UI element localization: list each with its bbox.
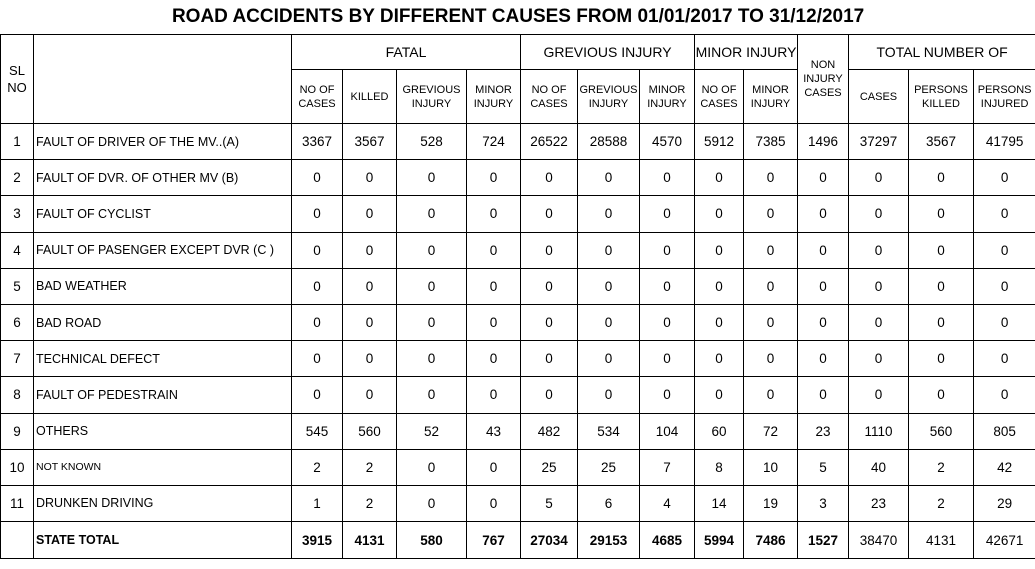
total-value: 3915 <box>292 522 343 559</box>
subheader-cell <box>397 70 467 124</box>
subheader-cell <box>640 70 695 124</box>
table-row <box>1 485 1035 521</box>
row-value: 0 <box>397 196 467 232</box>
row-value: 0 <box>695 304 744 340</box>
row-value: 37297 <box>849 124 909 160</box>
row-value: 0 <box>909 304 974 340</box>
row-value: 0 <box>521 232 578 268</box>
row-value: 0 <box>397 341 467 377</box>
row-value: 0 <box>397 449 467 485</box>
row-value: 0 <box>798 232 849 268</box>
total-value: 767 <box>467 522 521 559</box>
table-row <box>1 377 1035 413</box>
row-value: 0 <box>292 268 343 304</box>
row-value: 0 <box>849 196 909 232</box>
subheader-cell <box>292 70 343 124</box>
row-value: 7 <box>640 449 695 485</box>
row-value: 3567 <box>909 124 974 160</box>
subheader-cell <box>695 70 744 124</box>
group-non-injury <box>798 35 849 124</box>
subheader-text: NO OF <box>531 83 567 96</box>
row-value: 0 <box>397 268 467 304</box>
row-value: 0 <box>695 341 744 377</box>
row-value: 0 <box>849 232 909 268</box>
row-value: 0 <box>521 268 578 304</box>
subheader-text: NO OF <box>299 83 335 96</box>
subheader-text: INJURY <box>473 97 514 110</box>
row-value: 14 <box>695 485 744 521</box>
row-cause: TECHNICAL DEFECT <box>34 341 292 377</box>
row-value: 0 <box>909 341 974 377</box>
row-value: 43 <box>467 413 521 449</box>
row-value: 0 <box>849 304 909 340</box>
total-value: 4685 <box>640 522 695 559</box>
row-value: 0 <box>974 160 1035 196</box>
subheader-cell <box>467 70 521 124</box>
row-value: 1 <box>292 485 343 521</box>
row-value: 41795 <box>974 124 1035 160</box>
row-value: 23 <box>798 413 849 449</box>
row-value: 29 <box>974 485 1035 521</box>
row-value: 0 <box>974 377 1035 413</box>
row-value: 805 <box>974 413 1035 449</box>
row-value: 0 <box>695 160 744 196</box>
row-value: 0 <box>397 485 467 521</box>
row-value: 0 <box>798 160 849 196</box>
row-value: 0 <box>343 377 397 413</box>
row-value: 0 <box>578 341 640 377</box>
row-value: 0 <box>467 485 521 521</box>
row-value: 3567 <box>343 124 397 160</box>
subheader-text: INJURY <box>647 97 687 110</box>
row-value: 0 <box>343 341 397 377</box>
row-value: 52 <box>397 413 467 449</box>
subheader-text: MINOR <box>648 83 686 96</box>
row-value: 23 <box>849 485 909 521</box>
row-slno: 2 <box>1 160 34 196</box>
row-value: 545 <box>292 413 343 449</box>
group-total: TOTAL NUMBER OF <box>849 35 1035 70</box>
row-value: 4 <box>640 485 695 521</box>
row-value: 0 <box>640 268 695 304</box>
row-value: 2 <box>909 485 974 521</box>
row-value: 0 <box>521 341 578 377</box>
total-value: 38470 <box>849 522 909 559</box>
total-value: 42671 <box>974 522 1035 559</box>
row-value: 0 <box>744 160 798 196</box>
row-value: 0 <box>343 160 397 196</box>
row-value: 0 <box>521 196 578 232</box>
subheader-cell <box>343 70 397 124</box>
row-value: 0 <box>292 160 343 196</box>
row-value: 0 <box>909 232 974 268</box>
row-value: 0 <box>578 232 640 268</box>
row-value: 0 <box>909 377 974 413</box>
row-value: 0 <box>849 377 909 413</box>
table-row <box>1 268 1035 304</box>
row-cause: OTHERS <box>34 413 292 449</box>
row-value: 0 <box>640 377 695 413</box>
row-value: 60 <box>695 413 744 449</box>
row-value: 0 <box>974 232 1035 268</box>
group-fatal: FATAL <box>292 35 521 70</box>
subheader-text: INJURY <box>750 97 791 110</box>
subheader-text: PERSONS <box>914 83 968 96</box>
row-value: 10 <box>744 449 798 485</box>
subheader-cell <box>578 70 640 124</box>
row-value: 560 <box>343 413 397 449</box>
row-value: 0 <box>292 232 343 268</box>
subheader-cell <box>974 70 1035 124</box>
row-value: 0 <box>343 268 397 304</box>
row-value: 0 <box>521 304 578 340</box>
row-value: 0 <box>744 196 798 232</box>
row-value: 0 <box>640 232 695 268</box>
total-value: 4131 <box>343 522 397 559</box>
table-title: ROAD ACCIDENTS BY DIFFERENT CAUSES FROM 01/01/2017 TO 31/12/2017 <box>1 0 1035 35</box>
row-value: 0 <box>343 304 397 340</box>
subheader-text: GREVIOUS <box>402 83 461 96</box>
table-row <box>1 160 1035 196</box>
subheader-text: CASES <box>298 97 336 110</box>
row-value: 0 <box>521 160 578 196</box>
row-value: 0 <box>974 304 1035 340</box>
row-value: 19 <box>744 485 798 521</box>
total-slno <box>1 522 34 559</box>
row-value: 0 <box>849 268 909 304</box>
row-value: 0 <box>640 160 695 196</box>
row-value: 560 <box>909 413 974 449</box>
row-value: 0 <box>467 304 521 340</box>
row-value: 0 <box>909 268 974 304</box>
row-cause: BAD ROAD <box>34 304 292 340</box>
cause-header <box>34 35 292 124</box>
table-row <box>1 304 1035 340</box>
row-value: 0 <box>744 268 798 304</box>
subheader-text: INJURED <box>980 97 1029 110</box>
row-slno: 5 <box>1 268 34 304</box>
row-value: 0 <box>974 268 1035 304</box>
row-value: 0 <box>343 232 397 268</box>
row-value: 5 <box>798 449 849 485</box>
non-injury-line1: NON <box>810 59 836 71</box>
table-body <box>1 0 1035 559</box>
slno-header <box>1 35 34 124</box>
subheader-text: INJURY <box>411 97 452 110</box>
row-value: 0 <box>578 304 640 340</box>
row-value: 1110 <box>849 413 909 449</box>
table-row <box>1 449 1035 485</box>
non-injury-line3: CASES <box>804 87 842 99</box>
non-injury-line2: INJURY <box>803 73 843 85</box>
row-value: 28588 <box>578 124 640 160</box>
row-cause: DRUNKEN DRIVING <box>34 485 292 521</box>
row-value: 0 <box>798 268 849 304</box>
subheader-cell <box>849 70 909 124</box>
total-value: 1527 <box>798 522 849 559</box>
row-cause: FAULT OF CYCLIST <box>34 196 292 232</box>
table-row <box>1 124 1035 160</box>
subheader-cell <box>909 70 974 124</box>
row-value: 528 <box>397 124 467 160</box>
row-value: 2 <box>909 449 974 485</box>
subheader-text: CASES <box>859 90 898 103</box>
row-cause: NOT KNOWN <box>34 449 292 485</box>
row-value: 0 <box>292 196 343 232</box>
row-cause: FAULT OF PEDESTRAIN <box>34 377 292 413</box>
row-cause: FAULT OF DVR. OF OTHER MV (B) <box>34 160 292 196</box>
row-slno: 8 <box>1 377 34 413</box>
row-value: 8 <box>695 449 744 485</box>
table-row <box>1 232 1035 268</box>
row-value: 0 <box>521 377 578 413</box>
row-value: 0 <box>798 304 849 340</box>
row-value: 25 <box>578 449 640 485</box>
row-slno: 7 <box>1 341 34 377</box>
total-value: 27034 <box>521 522 578 559</box>
row-slno: 10 <box>1 449 34 485</box>
row-value: 0 <box>467 232 521 268</box>
row-value: 0 <box>640 196 695 232</box>
row-value: 0 <box>467 449 521 485</box>
row-value: 482 <box>521 413 578 449</box>
row-value: 0 <box>909 160 974 196</box>
row-value: 0 <box>744 377 798 413</box>
row-value: 0 <box>292 341 343 377</box>
subheader-text: MINOR <box>475 83 512 96</box>
row-value: 0 <box>578 268 640 304</box>
row-cause: FAULT OF PASENGER EXCEPT DVR (C ) <box>34 232 292 268</box>
row-value: 0 <box>467 160 521 196</box>
subheader-text: INJURY <box>588 97 629 110</box>
slno-header-line2: NO <box>7 80 27 95</box>
row-slno: 4 <box>1 232 34 268</box>
row-value: 0 <box>292 377 343 413</box>
subheader-text: CASES <box>530 97 568 110</box>
total-row <box>1 522 1035 559</box>
row-slno: 3 <box>1 196 34 232</box>
row-value: 72 <box>744 413 798 449</box>
row-value: 0 <box>744 232 798 268</box>
row-value: 0 <box>974 341 1035 377</box>
subheader-text: NO OF <box>701 83 737 96</box>
row-value: 2 <box>343 485 397 521</box>
total-value: 5994 <box>695 522 744 559</box>
row-value: 2 <box>343 449 397 485</box>
row-value: 7385 <box>744 124 798 160</box>
row-value: 0 <box>695 377 744 413</box>
row-value: 3367 <box>292 124 343 160</box>
table-row <box>1 341 1035 377</box>
row-value: 5 <box>521 485 578 521</box>
table-row <box>1 196 1035 232</box>
row-value: 5912 <box>695 124 744 160</box>
subheader-text: CASES <box>700 97 738 110</box>
row-slno: 1 <box>1 124 34 160</box>
group-grevious: GREVIOUS INJURY <box>521 35 695 70</box>
row-value: 0 <box>578 160 640 196</box>
row-value: 4570 <box>640 124 695 160</box>
row-value: 0 <box>695 268 744 304</box>
row-cause: BAD WEATHER <box>34 268 292 304</box>
row-value: 0 <box>467 341 521 377</box>
row-value: 0 <box>343 196 397 232</box>
row-value: 0 <box>397 304 467 340</box>
row-value: 6 <box>578 485 640 521</box>
row-value: 534 <box>578 413 640 449</box>
row-value: 0 <box>695 232 744 268</box>
table-row <box>1 413 1035 449</box>
total-value: 580 <box>397 522 467 559</box>
row-value: 25 <box>521 449 578 485</box>
row-value: 0 <box>744 304 798 340</box>
subheader-cell <box>744 70 798 124</box>
row-value: 0 <box>909 196 974 232</box>
row-value: 0 <box>467 268 521 304</box>
subheader-text: GREVIOUS <box>579 83 638 96</box>
row-value: 0 <box>974 196 1035 232</box>
row-value: 40 <box>849 449 909 485</box>
row-value: 0 <box>744 341 798 377</box>
row-value: 0 <box>798 196 849 232</box>
subheader-text: KILLED <box>922 97 960 110</box>
row-value: 0 <box>695 196 744 232</box>
row-value: 0 <box>849 160 909 196</box>
row-value: 0 <box>798 341 849 377</box>
total-value: 4131 <box>909 522 974 559</box>
row-value: 0 <box>467 196 521 232</box>
subheader-text: PERSONS <box>977 83 1032 96</box>
row-value: 0 <box>467 377 521 413</box>
row-value: 0 <box>397 160 467 196</box>
subheader-cell <box>521 70 578 124</box>
row-cause: FAULT OF DRIVER OF THE MV..(A) <box>34 124 292 160</box>
subheader-text: MINOR <box>752 83 789 96</box>
group-minor: MINOR INJURY <box>695 35 798 70</box>
row-value: 0 <box>578 196 640 232</box>
row-value: 0 <box>798 377 849 413</box>
subheader-text: KILLED <box>350 90 389 103</box>
row-slno: 11 <box>1 485 34 521</box>
total-value: 29153 <box>578 522 640 559</box>
row-value: 0 <box>640 304 695 340</box>
slno-header-line1: SL <box>9 63 25 78</box>
row-value: 0 <box>292 304 343 340</box>
row-slno: 9 <box>1 413 34 449</box>
row-value: 26522 <box>521 124 578 160</box>
total-value: 7486 <box>744 522 798 559</box>
row-value: 104 <box>640 413 695 449</box>
total-label: STATE TOTAL <box>34 522 292 559</box>
row-value: 0 <box>578 377 640 413</box>
row-value: 724 <box>467 124 521 160</box>
row-value: 42 <box>974 449 1035 485</box>
row-value: 3 <box>798 485 849 521</box>
row-value: 0 <box>640 341 695 377</box>
row-value: 1496 <box>798 124 849 160</box>
row-value: 0 <box>849 341 909 377</box>
row-value: 0 <box>397 232 467 268</box>
row-slno: 6 <box>1 304 34 340</box>
row-value: 0 <box>397 377 467 413</box>
row-value: 2 <box>292 449 343 485</box>
